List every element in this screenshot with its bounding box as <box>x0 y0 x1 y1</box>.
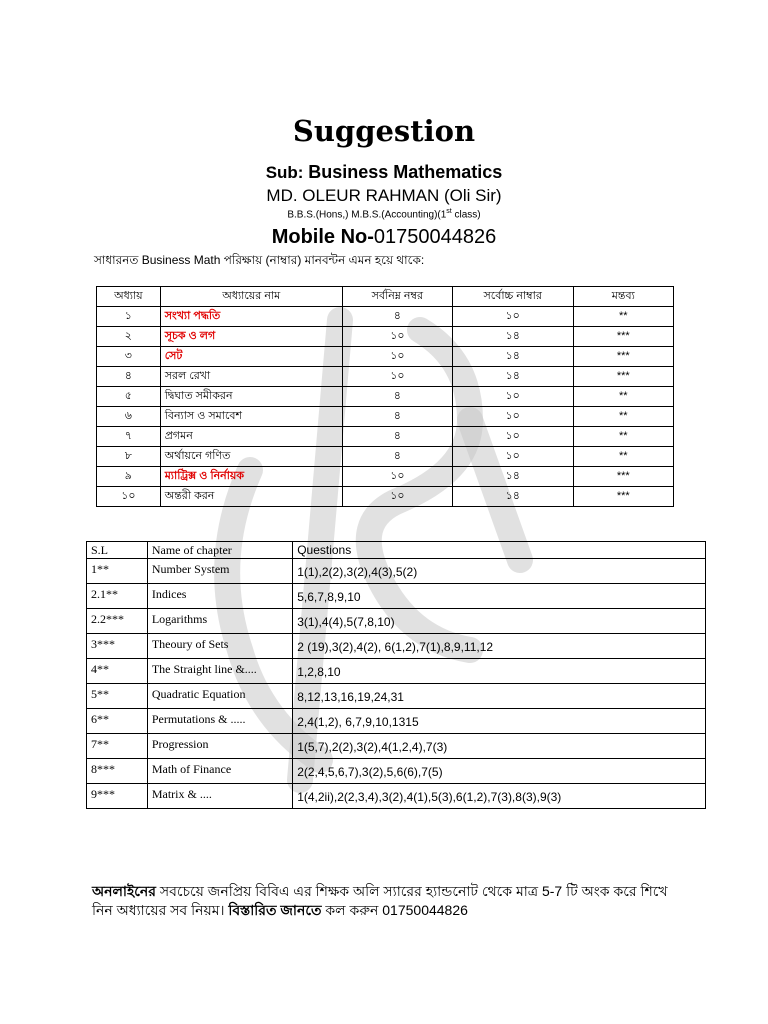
marks-header-chapter-no: অধ্যায় <box>97 287 161 307</box>
questions-table-row <box>87 784 706 809</box>
degree-main: B.B.S.(Hons,) M.B.S.(Accounting)(1 <box>287 209 447 221</box>
questions-cell-chapter-text: Logarithms <box>151 612 208 626</box>
questions-cell-questions <box>293 709 706 734</box>
marks-table-row <box>97 347 674 367</box>
questions-cell-questions-text: 5,6,7,8,9,10 <box>297 590 361 604</box>
questions-cell-questions <box>293 734 706 759</box>
questions-cell-chapter <box>147 659 292 684</box>
questions-cell-sl <box>87 559 148 584</box>
marks-cell-chapter-no: ৯ <box>97 467 161 487</box>
marks-cell-min: ৪ <box>342 307 452 327</box>
marks-table-row <box>97 447 674 467</box>
questions-cell-questions <box>293 559 706 584</box>
marks-cell-chapter-no: ৭ <box>97 427 161 447</box>
questions-cell-questions-text: 8,12,13,16,19,24,31 <box>297 690 404 704</box>
questions-cell-chapter-text: Number System <box>151 562 230 576</box>
footer-note <box>92 882 692 920</box>
questions-table-row <box>87 684 706 709</box>
questions-cell-chapter-text: Math of Finance <box>151 762 232 776</box>
questions-cell-questions <box>293 634 706 659</box>
marks-cell-min: ৪ <box>342 387 452 407</box>
questions-cell-chapter-text: Matrix & .... <box>151 787 212 801</box>
page-title: Suggestion <box>292 114 476 148</box>
questions-cell-chapter <box>147 734 292 759</box>
questions-table-row <box>87 609 706 634</box>
questions-cell-chapter <box>147 584 292 609</box>
marks-cell-chapter-no: ৮ <box>97 447 161 467</box>
marks-cell-remark: *** <box>573 487 673 507</box>
questions-cell-questions-text: 3(1),4(4),5(7,8,10) <box>297 615 395 629</box>
marks-cell-min: ৪ <box>342 447 452 467</box>
questions-header-sl: S.L <box>87 542 148 559</box>
marks-table-row <box>97 487 674 507</box>
questions-cell-sl <box>87 734 148 759</box>
subject-line <box>0 162 768 183</box>
questions-cell-chapter <box>147 759 292 784</box>
degree-tail: class) <box>451 209 481 221</box>
mobile-line <box>0 226 768 249</box>
mobile-label: Mobile No- <box>271 226 374 248</box>
marks-cell-max: ১৪ <box>452 487 573 507</box>
intro-text: সাধারনত Business Math পরিক্ষায় (নাম্বার) মানবন্টন এমন হয়ে থাকে: <box>94 253 425 267</box>
marks-cell-chapter-no: ৩ <box>97 347 161 367</box>
questions-cell-sl <box>87 684 148 709</box>
marks-table-header-row <box>97 287 674 307</box>
questions-cell-sl-text: 2.2*** <box>91 612 124 626</box>
questions-cell-chapter-text: Indices <box>151 587 187 601</box>
questions-cell-questions <box>293 584 706 609</box>
marks-cell-remark: *** <box>573 347 673 367</box>
marks-cell-chapter-name: অর্থায়নে গণিত <box>160 447 342 467</box>
degree-superscript: st <box>446 208 452 215</box>
marks-header-min: সর্বনিম্ন নম্বর <box>342 287 452 307</box>
questions-cell-chapter <box>147 684 292 709</box>
questions-cell-chapter-text: The Straight line &.... <box>151 662 257 676</box>
questions-cell-sl-text: 8*** <box>91 762 115 776</box>
marks-cell-min: ১০ <box>342 487 452 507</box>
marks-cell-max: ১৪ <box>452 367 573 387</box>
marks-cell-chapter-name: ম্যাট্রিক্স ও নির্নায়ক <box>160 467 342 487</box>
marks-cell-chapter-name: প্রগমন <box>160 427 342 447</box>
marks-cell-chapter-no: ৫ <box>97 387 161 407</box>
marks-cell-min: ১০ <box>342 467 452 487</box>
marks-cell-min: ১০ <box>342 327 452 347</box>
marks-cell-chapter-name: সংখ্যা পদ্ধতি <box>160 307 342 327</box>
questions-table-row <box>87 584 706 609</box>
questions-cell-sl-text: 1** <box>91 562 109 576</box>
questions-table-row <box>87 759 706 784</box>
marks-cell-chapter-no: ৬ <box>97 407 161 427</box>
marks-table-row <box>97 427 674 447</box>
questions-cell-questions <box>293 784 706 809</box>
marks-table-row <box>97 407 674 427</box>
footer-text-2: কল করুন 01750044826 <box>321 902 468 918</box>
footer-bold-1: অনলাইনের <box>92 883 156 899</box>
questions-table-header-row <box>87 542 706 559</box>
marks-cell-min: ১০ <box>342 347 452 367</box>
marks-cell-remark: ** <box>573 427 673 447</box>
marks-cell-max: ১৪ <box>452 327 573 347</box>
marks-header-remark: মন্তব্য <box>573 287 673 307</box>
questions-cell-questions <box>293 684 706 709</box>
questions-cell-sl <box>87 759 148 784</box>
marks-header-chapter-name: অধ্যায়ের নাম <box>160 287 342 307</box>
marks-cell-chapter-name: সেট <box>160 347 342 367</box>
marks-cell-min: ৪ <box>342 407 452 427</box>
questions-cell-chapter <box>147 709 292 734</box>
questions-cell-chapter <box>147 634 292 659</box>
marks-cell-max: ১০ <box>452 447 573 467</box>
questions-cell-sl-text: 6** <box>91 712 109 726</box>
questions-cell-chapter-text: Permutations & ..... <box>151 712 246 726</box>
questions-header-chapter: Name of chapter <box>147 542 292 559</box>
marks-cell-remark: ** <box>573 407 673 427</box>
marks-cell-remark: ** <box>573 387 673 407</box>
questions-cell-chapter-text: Progression <box>151 737 209 751</box>
marks-cell-max: ১৪ <box>452 467 573 487</box>
questions-cell-questions-text: 1(4,2ii),2(2,3,4),3(2),4(1),5(3),6(1,2),7(3),8(3),9(3) <box>297 790 562 804</box>
questions-cell-sl <box>87 709 148 734</box>
marks-table-row <box>97 387 674 407</box>
footer-text-1: সবচেয়ে জনপ্রিয় বিবিএ এর শিক্ষক অলি স্যারের হ্যান্ডনোট থেকে মাত্র 5-7 টি অংক করে শিখে নিন অধ্যায়ের সব নিয়ম। <box>92 883 668 918</box>
questions-cell-sl <box>87 784 148 809</box>
marks-cell-remark: *** <box>573 367 673 387</box>
questions-cell-sl <box>87 634 148 659</box>
subject-name: Business Mathematics <box>308 162 503 182</box>
questions-cell-chapter <box>147 559 292 584</box>
marks-cell-chapter-name: বিন্যাস ও সমাবেশ <box>160 407 342 427</box>
marks-distribution-table <box>96 286 674 507</box>
marks-cell-max: ১০ <box>452 427 573 447</box>
questions-cell-questions-text: 1,2,8,10 <box>297 665 341 679</box>
questions-table <box>86 541 706 809</box>
questions-cell-sl <box>87 609 148 634</box>
questions-cell-chapter <box>147 609 292 634</box>
questions-cell-chapter <box>147 784 292 809</box>
questions-cell-sl-text: 9*** <box>91 787 115 801</box>
questions-table-row <box>87 709 706 734</box>
marks-cell-max: ১০ <box>452 387 573 407</box>
marks-cell-remark: ** <box>573 307 673 327</box>
marks-table-row <box>97 367 674 387</box>
questions-cell-sl-text: 7** <box>91 737 109 751</box>
marks-table-row <box>97 307 674 327</box>
questions-cell-sl-text: 3*** <box>91 637 115 651</box>
marks-cell-chapter-no: ১ <box>97 307 161 327</box>
marks-cell-max: ১০ <box>452 407 573 427</box>
marks-table-row <box>97 467 674 487</box>
subject-label: Sub: <box>265 163 304 182</box>
mobile-number: 01750044826 <box>373 226 497 248</box>
author-name: MD. OLEUR RAHMAN (Oli Sir) <box>266 186 502 205</box>
marks-cell-chapter-no: ৪ <box>97 367 161 387</box>
questions-cell-questions-text: 1(5,7),2(2),3(2),4(1,2,4),7(3) <box>297 740 448 754</box>
marks-cell-max: ১০ <box>452 307 573 327</box>
marks-cell-remark: *** <box>573 467 673 487</box>
marks-cell-remark: ** <box>573 447 673 467</box>
marks-header-max: সর্বোচ্চ নাম্বার <box>452 287 573 307</box>
questions-cell-questions-text: 2 (19),3(2),4(2), 6(1,2),7(1),8,9,11,12 <box>297 640 494 654</box>
questions-cell-sl-text: 5** <box>91 687 109 701</box>
marks-cell-chapter-name: দ্বিঘাত সমীকরন <box>160 387 342 407</box>
questions-cell-questions-text: 1(1),2(2),3(2),4(3),5(2) <box>297 565 418 579</box>
questions-cell-questions <box>293 659 706 684</box>
questions-table-row <box>87 659 706 684</box>
questions-table-row <box>87 634 706 659</box>
marks-cell-chapter-name: সূচক ও লগ <box>160 327 342 347</box>
marks-table-row <box>97 327 674 347</box>
marks-cell-max: ১৪ <box>452 347 573 367</box>
marks-cell-chapter-name: সরল রেখা <box>160 367 342 387</box>
questions-cell-questions <box>293 609 706 634</box>
marks-cell-min: ৪ <box>342 427 452 447</box>
questions-cell-sl <box>87 659 148 684</box>
questions-table-row <box>87 734 706 759</box>
questions-cell-questions-text: 2,4(1,2), 6,7,9,10,1315 <box>297 715 419 729</box>
questions-cell-chapter-text: Quadratic Equation <box>151 687 246 701</box>
questions-cell-sl <box>87 584 148 609</box>
author-degree <box>0 208 768 220</box>
questions-cell-chapter-text: Theoury of Sets <box>151 637 229 651</box>
marks-cell-remark: *** <box>573 327 673 347</box>
questions-cell-questions-text: 2(2,4,5,6,7),3(2),5,6(6),7(5) <box>297 765 443 779</box>
marks-cell-chapter-no: ২ <box>97 327 161 347</box>
questions-header-questions: Questions <box>293 542 706 559</box>
marks-cell-chapter-no: ১০ <box>97 487 161 507</box>
questions-cell-sl-text: 4** <box>91 662 109 676</box>
questions-table-row <box>87 559 706 584</box>
questions-cell-questions <box>293 759 706 784</box>
questions-cell-sl-text: 2.1** <box>91 587 118 601</box>
marks-cell-min: ১০ <box>342 367 452 387</box>
marks-cell-chapter-name: অন্তরী করন <box>160 487 342 507</box>
footer-bold-2: বিস্তারিত জানতে <box>228 902 322 918</box>
